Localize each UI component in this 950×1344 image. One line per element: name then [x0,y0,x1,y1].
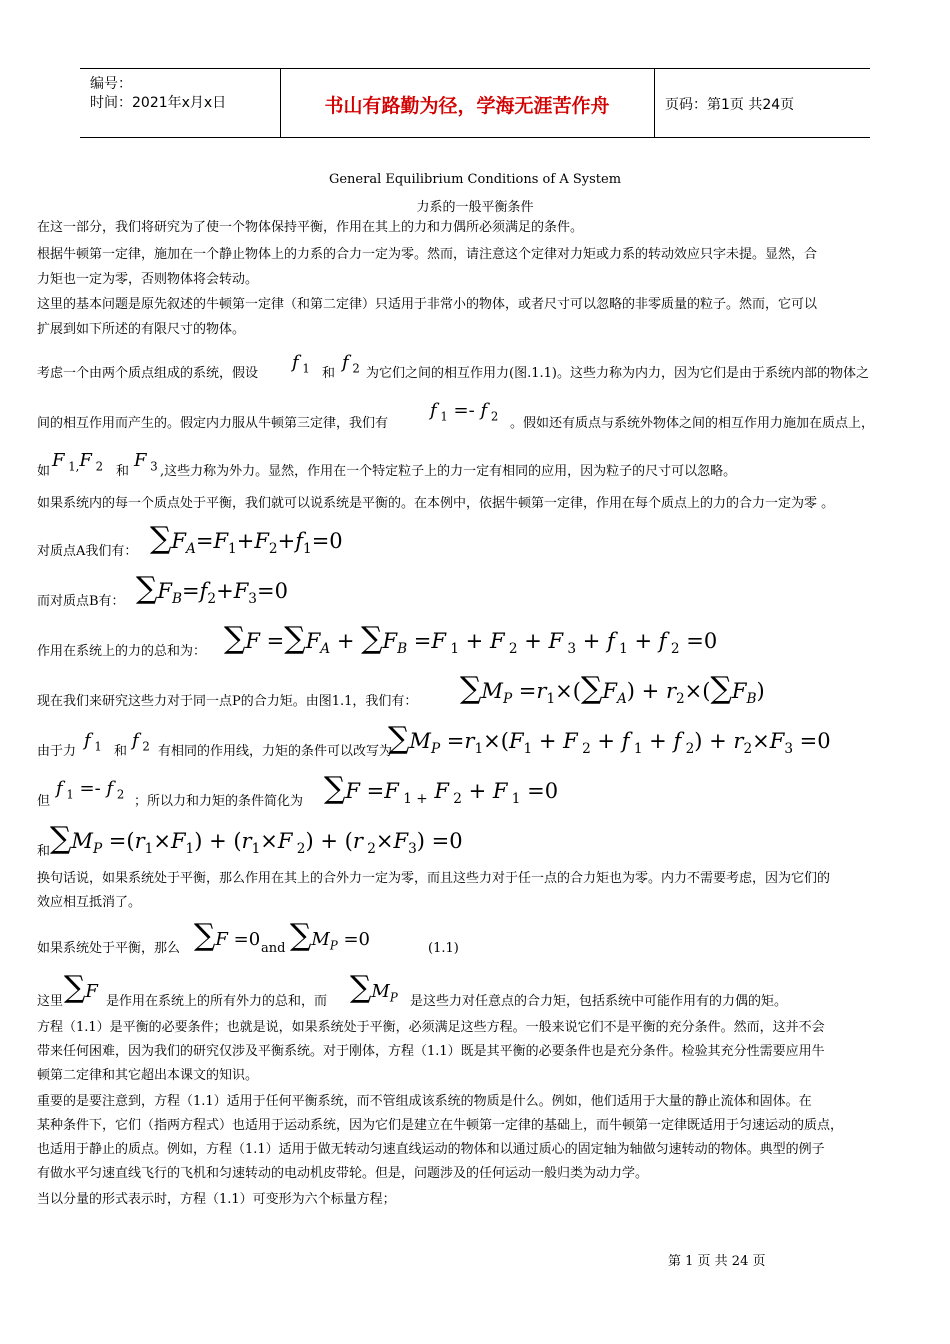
paragraph-important-line1: 重要的是要注意到，方程（1.1）适用于任何平衡系统，而不管组成该系统的物质是什么。例如，他们适用于大量的静止流体和固体。在 [37,1094,812,1109]
equation-force-simplified: ∑F =F $_{1 +}$ F $_2$ + F $_1$ =0 [324,771,559,808]
time-label: 时间：2021年x月x日 [90,95,227,111]
label-moment: 现在我们来研究这些力对于同一点P的合力矩。由图1.1，我们有： [37,694,418,709]
paragraph-consider-a: 考虑一个由两个质点组成的系统，假设 [37,366,259,381]
math-f2: f $_2$ [342,352,360,376]
paragraph-consider-e: 如 [37,464,51,479]
number-label: 编号： [90,76,132,92]
label-and: 和 [37,844,51,859]
label-here-b: 是作用在系统上的所有外力的总和，而 [106,994,328,1009]
equation-moment-simplified: $\sum M_P =(r_1\times F_1) + (r_1\times F$ $_2$) + (r $_2\times F_3) =0$ [50,821,463,858]
paragraph-newton-line1: 根据牛顿第一定律，施加在一个静止物体上的力系的合力一定为零。然而，请注意这个定律对力矩或力系的转动效应只字未提。显然，合 [37,247,818,262]
paragraph-newton-line2: 力矩也一定为零，否则物体将会转动。 [37,272,259,287]
header-page-cell [655,69,870,137]
paragraph-consider-b: 为它们之间的相互作用力(图.1.1)。这些力称为内力，因为它们是由于系统内部的物体之 [366,366,869,381]
label-since-a: 由于力 [37,744,77,759]
paragraph-in-other-words-line2: 效应相互抵消了。 [37,895,142,910]
label-particle-b: 而对质点B有： [37,594,125,609]
text-and-english: and [261,941,286,956]
header-motto-cell [280,69,655,137]
equation-moment-rewritten: $\sum M_P =r_1\times(F_1 + F$ $_2$ + f $_1$ + f $_2) + r_2\times F_3 =0$ [388,721,831,758]
label-if-equilibrium: 如果系统处于平衡，那么 [37,941,181,956]
paragraph-necessary-line1: 方程（1.1）是平衡的必要条件；也就是说，如果系统处于平衡，必须满足这些方程。一般来说它们不是平衡的充分条件。然而，这并不会 [37,1020,825,1035]
paragraph-important-line2: 某种条件下，它们（指两方程式）也适用于运动系统，因为它们是建立在牛顿第一定律的基础上，而牛顿第一定律既适用于匀速运动的质点， [37,1118,844,1133]
equation-moment: $\sum M_P =r_1\times(\sum F_A) + r_2\times(\sum F_B)$ [460,671,765,708]
math-f1: f $_1$ [292,352,310,376]
equation-number: (1.1) [428,941,459,956]
title-chinese: 力系的一般平衡条件 [416,200,534,215]
math-f1-eq-neg-f2: f $_1$ =- f $_2$ [430,400,499,424]
motto: 书山有路勤为径，学海无涯苦作舟 [324,95,610,117]
paragraph-equilibrium: 如果系统内的每一个质点处于平衡，我们就可以说系统是平衡的。在本例中，依据牛顿第一定律，作用在每个质点上的力的合力一定为零 。 [37,496,835,511]
math-F1-F2: F $_{1,}$F $_2$ [52,450,104,474]
header-left-cell [80,69,281,137]
paragraph-problem-line2: 扩展到如下所述的有限尺寸的物体。 [37,322,246,337]
label-so: ；所以力和力矩的条件简化为 [134,794,304,809]
label-but: 但 [37,794,51,809]
paragraph-necessary-line2: 带来任何困难，因为我们的研究仅涉及平衡系统。对于刚体，方程（1.1）既是其平衡的必要条件也是充分条件。检验其充分性需要应用牛 [37,1044,825,1059]
text-and-3: 和 [114,744,128,759]
header-table [80,68,870,138]
equation-particle-b: $\sum F_B=f_2+F_3=0$ [136,571,288,608]
paragraph-intro: 在这一部分，我们将研究为了使一个物体保持平衡，作用在其上的力和力偶所必须满足的条件。 [37,220,584,235]
page-footer: 第 1 页 共 24 页 [668,1254,766,1269]
label-total-force: 作用在系统上的力的总和为： [37,644,207,659]
math-f1-b: f $_1$ [84,730,102,754]
math-sum-mp: $\sum M_P$ [350,970,398,1005]
label-particle-a: 对质点A我们有： [37,544,138,559]
label-since-b: 有相同的作用线，力矩的条件可以改写为 [158,744,393,759]
paragraph-important-line4: 有做水平匀速直线飞行的飞机和匀速转动的电动机皮带轮。但是，问题涉及的任何运动一般归类为动力学。 [37,1166,649,1181]
math-f1-neg-f2-b: f $_1$ =- f $_2$ [56,778,125,802]
title-english: General Equilibrium Conditions of A System [328,172,622,187]
label-here-c: 是这些力对任意点的合力矩，包括系统中可能作用有的力偶的矩。 [410,994,788,1009]
paragraph-consider-c: 间的相互作用而产生的。假定内力服从牛顿第三定律，我们有 [37,416,389,431]
math-f2-b: f $_2$ [132,730,150,754]
equation-sum-f: ∑F =0 [194,918,261,953]
paragraph-consider-f: ,这些力称为外力。显然，作用在一个特定粒子上的力一定有相同的应用，因为粒子的尺寸可以忽略。 [160,464,737,479]
text-and-2: 和 [116,464,130,479]
text-and: 和 [322,366,336,381]
equation-sum-m: $\sum M_P =0$ [290,918,370,953]
math-F3: F $_3$ [134,450,158,474]
paragraph-necessary-line3: 顿第二定律和其它超出本课文的知识。 [37,1068,259,1083]
paragraph-important-line3: 也适用于静止的质点。例如，方程（1.1）适用于做无转动匀速直线运动的物体和以通过质心的固定轴为轴做匀速转动的物体。典型的例子 [37,1142,825,1157]
math-sum-f: ∑F [64,970,98,1005]
page-info: 页码：第1页 共24页 [665,97,795,113]
equation-particle-a: $\sum F_A=F_1+F_2+f_1=0$ [150,521,343,558]
paragraph-consider-d: 。假如还有质点与系统外物体之间的相互作用力施加在质点上， [510,416,875,431]
equation-total-force: $\sum F =\sum F_A + \sum F_B =F$ $_1$ + F $_2$ + F $_3$ + f $_1$ + f $_2$ =0 [224,621,718,658]
paragraph-in-other-words-line1: 换句话说，如果系统处于平衡，那么作用在其上的合外力一定为零，而且这些力对于任一点的合力矩也为零。内力不需要考虑，因为它们的 [37,871,831,886]
label-here: 这里 [37,994,64,1009]
paragraph-components: 当以分量的形式表示时，方程（1.1）可变形为六个标量方程； [37,1192,396,1207]
paragraph-problem-line1: 这里的基本问题是原先叙述的牛顿第一定律（和第二定律）只适用于非常小的物体，或者尺寸可以忽略的非零质量的粒子。然而，它可以 [37,297,818,312]
